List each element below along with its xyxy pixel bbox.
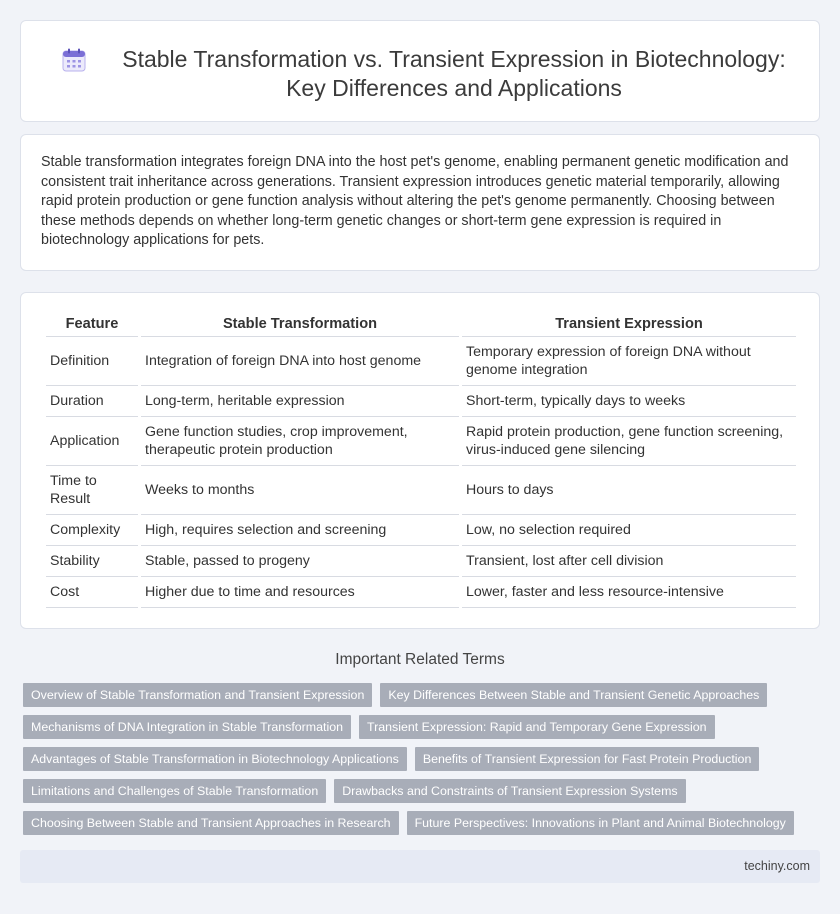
calendar-icon: [61, 47, 87, 73]
title-wrap: [61, 45, 799, 103]
footer-site-link[interactable]: techiny.com: [744, 859, 810, 873]
row-transient-value: Rapid protein production, gene function screening, virus-induced gene silencing: [462, 417, 796, 466]
row-stable-value: Stable, passed to progeny: [141, 546, 459, 577]
row-feature: Stability: [46, 546, 138, 577]
row-transient-value: Lower, faster and less resource-intensive: [462, 577, 796, 608]
table-header-row: [46, 311, 796, 337]
related-terms-list: [23, 683, 823, 835]
row-transient-value: Low, no selection required: [462, 515, 796, 546]
related-terms-heading: Important Related Terms: [335, 651, 505, 668]
table-row: [46, 466, 796, 515]
table-row: [46, 337, 796, 386]
row-stable-value: High, requires selection and screening: [141, 515, 459, 546]
table-row: [46, 577, 796, 608]
row-feature: Duration: [46, 386, 138, 417]
footer: [20, 850, 820, 883]
related-term-tag[interactable]: Mechanisms of DNA Integration in Stable Transformation: [23, 715, 351, 739]
title-card: [20, 20, 820, 122]
table-row: [46, 386, 796, 417]
related-term-tag[interactable]: Key Differences Between Stable and Transient Genetic Approaches: [380, 683, 767, 707]
comparison-table: [43, 311, 799, 608]
related-term-tag[interactable]: Drawbacks and Constraints of Transient Expression Systems: [334, 779, 685, 803]
header-stable-transformation: Stable Transformation: [141, 311, 459, 337]
row-stable-value: Higher due to time and resources: [141, 577, 459, 608]
row-feature: Time to Result: [46, 466, 138, 515]
row-transient-value: Short-term, typically days to weeks: [462, 386, 796, 417]
related-term-tag[interactable]: Limitations and Challenges of Stable Transformation: [23, 779, 326, 803]
row-stable-value: Gene function studies, crop improvement, therapeutic protein production: [141, 417, 459, 466]
related-term-tag[interactable]: Future Perspectives: Innovations in Plant and Animal Biotechnology: [407, 811, 794, 835]
intro-card: [20, 134, 820, 271]
related-term-tag[interactable]: Choosing Between Stable and Transient Approaches in Research: [23, 811, 399, 835]
header-transient-expression: Transient Expression: [462, 311, 796, 337]
table-row: [46, 546, 796, 577]
comparison-card: [20, 292, 820, 629]
row-transient-value: Hours to days: [462, 466, 796, 515]
row-feature: Definition: [46, 337, 138, 386]
related-term-tag[interactable]: Overview of Stable Transformation and Transient Expression: [23, 683, 372, 707]
related-term-tag[interactable]: Advantages of Stable Transformation in Biotechnology Applications: [23, 747, 407, 771]
row-stable-value: Integration of foreign DNA into host genome: [141, 337, 459, 386]
table-row: [46, 417, 796, 466]
intro-paragraph: Stable transformation integrates foreign DNA into the host pet's genome, enabling permanent genetic modification and consistent trait inheritance across generations. Transient expression introduces genetic material temporarily, allowing rapid protein production or gene function analysis without altering the pet's genome permanently. Choosing between these methods depends on whether long-term genetic changes or short-term gene expression is required in biotechnology applications for pets.: [41, 154, 789, 249]
table-row: [46, 515, 796, 546]
row-feature: Complexity: [46, 515, 138, 546]
related-term-tag[interactable]: Benefits of Transient Expression for Fast Protein Production: [415, 747, 760, 771]
row-transient-value: Transient, lost after cell division: [462, 546, 796, 577]
row-stable-value: Long-term, heritable expression: [141, 386, 459, 417]
related-term-tag[interactable]: Transient Expression: Rapid and Temporary Gene Expression: [359, 715, 715, 739]
row-feature: Application: [46, 417, 138, 466]
header-feature: Feature: [46, 311, 138, 337]
row-transient-value: Temporary expression of foreign DNA without genome integration: [462, 337, 796, 386]
row-feature: Cost: [46, 577, 138, 608]
page-title: Stable Transformation vs. Transient Expression in Biotechnology: Key Differences and Applications: [122, 46, 786, 101]
row-stable-value: Weeks to months: [141, 466, 459, 515]
